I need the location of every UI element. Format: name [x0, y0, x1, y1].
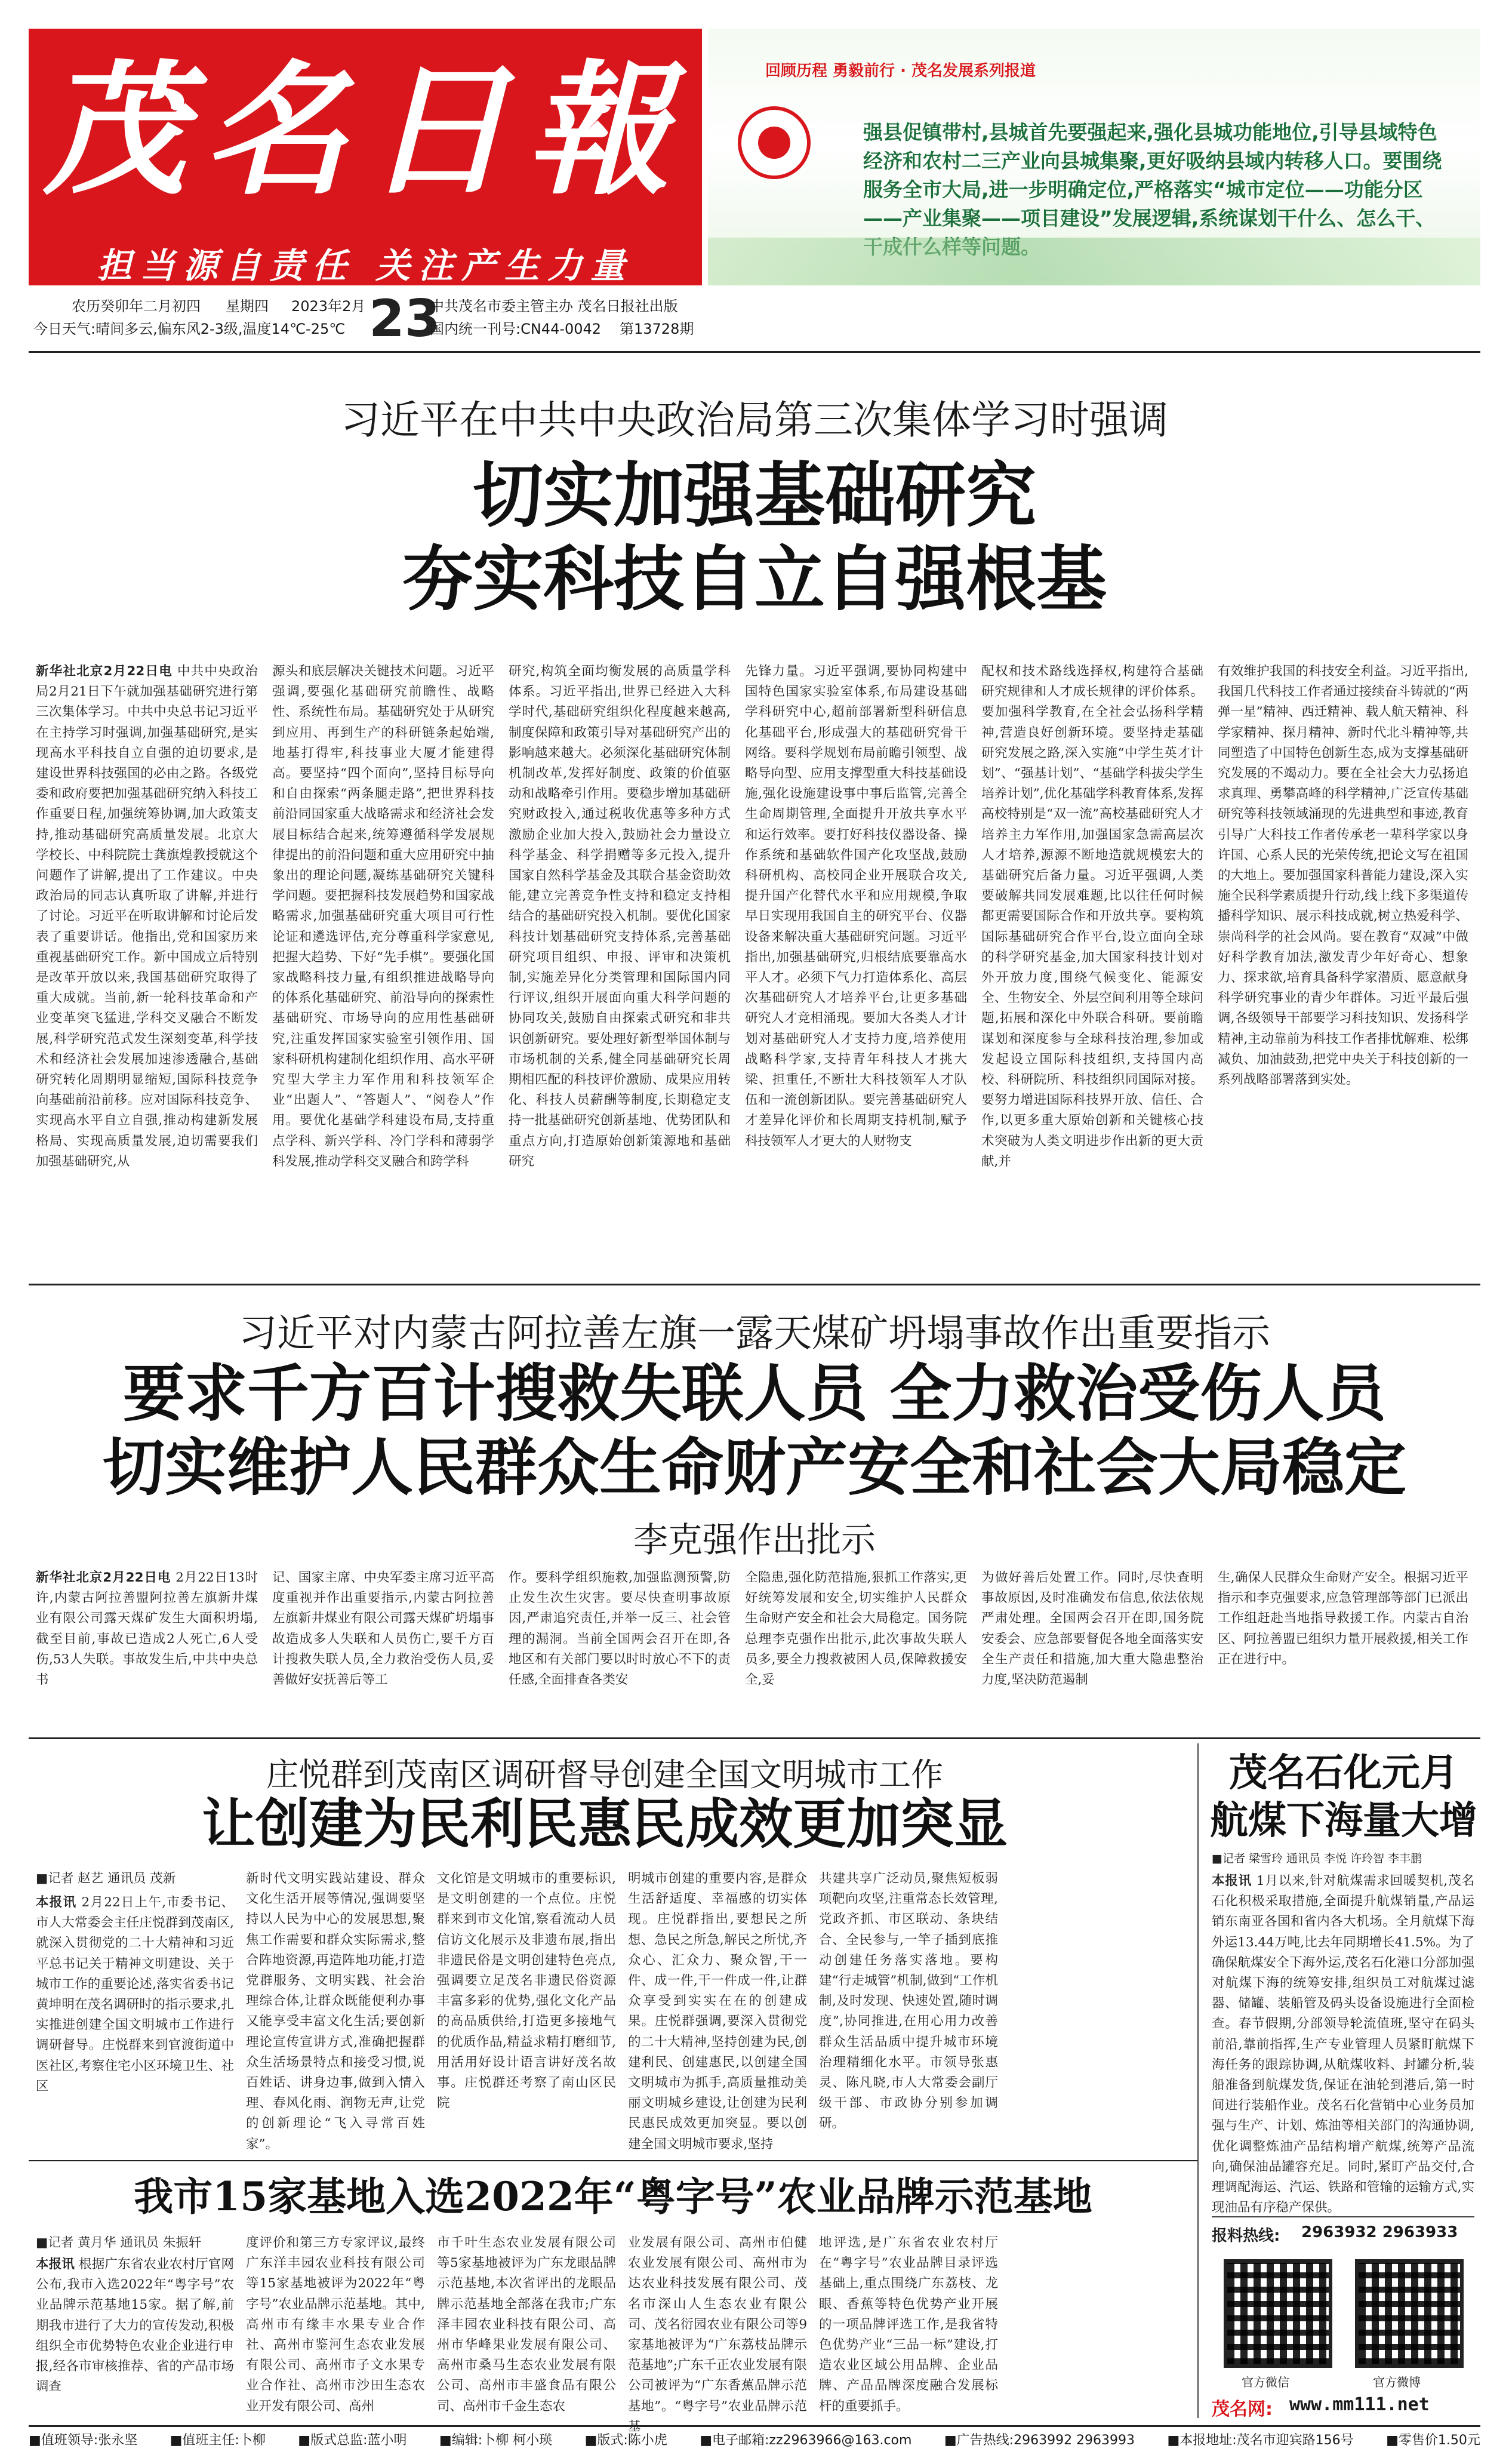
- article2-lead: 新华社北京2月22日电: [36, 1570, 171, 1585]
- article2-column-6: 生,确保人民群众生命财产安全。根据习近平指示和李克强要求,应急管理部等部门已派出工作组赶赴当地指导救援工作。内蒙古自治区、阿拉善盟已组织力量开展救援,相关工作正在进行中。: [1218, 1570, 1468, 1667]
- side-article-lead: 本报讯: [1212, 1874, 1252, 1888]
- weather: 今日天气:晴间多云,偏东风2-3级,温度14℃-25℃: [33, 321, 346, 337]
- hotline-numbers: 2963932 2963933: [1301, 2223, 1458, 2241]
- banner-tag: 回顾历程 勇毅前行 · 茂名发展系列报道: [765, 62, 1036, 80]
- leaf-decoration: [708, 238, 1480, 285]
- footer-item: ■值班领导:张永坚: [29, 2433, 138, 2448]
- weekday: 星期四: [226, 298, 269, 315]
- article1-column-5: 配权和技术路线选择权,构建符合基础研究规律和人才成长规律的评价体系。要加强科学教育,在全社会弘扬科学精神,营造良好创新环境。要坚持走基础研究发展之路,深入实施“中学生英才计划”、“强基计划”、“基础学科拔尖学生培养计划”,优化基础学科教育体系,发挥高校特别是“双一流”高校基础研究人才培养主力军作用,加强国家急需高层次人才培养,源源不断地造就规模宏大的基础研究后备力量。习近平强调,人类要破解共同发展难题,比以往任何时候都更需要国际合作和开放共享。要构筑国际基础研究合作平台,设立面向全球的科学研究基金,加大国家科技计划对外开放力度,围绕气候变化、能源安全、生物安全、外层空间利用等全球问题,拓展和深化中外联合科研。要前瞻谋划和深度参与全球科技治理,参加或发起设立国际科技组织,支持国内高校、科研院所、科技组织同国际对接。要努力增进国际科技界开放、信任、合作,以更多重大原始创新和关键核心技术突破为人类文明进步作出新的更大贡献,并: [981, 664, 1203, 1169]
- weibo-label: 官方微博: [1373, 2375, 1421, 2389]
- section-divider: [29, 1737, 1480, 1739]
- side-article-byline: ■记者 梁雪玲 通讯员 李悦 许玲智 李丰鹏: [1212, 1852, 1422, 1865]
- footer-item: ■版式:陈小虎: [584, 2433, 667, 2448]
- lunar-date: 农历癸卯年二月初四: [72, 298, 201, 315]
- article1-column-2: 源头和底层解决关键技术问题。习近平强调,要强化基础研究前瞻性、战略性、系统性布局。基础研究处于从研究到应用、再到生产的科研链条起始端,地基打得牢,科技事业大厦才能建得高。要坚持“四个面向”,坚持目标导向和自由探索“两条腿走路”,把世界科技前沿同国家重大战略需求和经济社会发展目标结合起来,统筹遵循科学发展规律提出的前沿问题和重大应用研究中抽象出的理论问题,凝练基础研究关键科学问题。要把握科技发展趋势和国家战略需求,加强基础研究重大项目可行性论证和遴选评估,充分尊重科学家意见,把握大趋势、下好“先手棋”。要强化国家战略科技力量,有组织推进战略导向的体系化基础研究、前沿导向的探索性基础研究、市场导向的应用性基础研究,注重发挥国家实验室引领作用、国家科研机构建制化组织作用、高水平研究型大学主力军作用和科技领军企业“出题人”、“答题人”、“阅卷人”作用。要优化基础学科建设布局,支持重点学科、新兴学科、冷门学科和薄弱学科发展,推动学科交叉融合和跨学科: [272, 664, 494, 1169]
- article3-column-1: 本报讯 2月22日上午,市委书记、市人大常委会主任庄悦群到茂南区,就深入贯彻党的二十大精神和习近平总书记关于精神文明建设、关于城市工作的重要论述,落实省委书记黄坤明在茂名调研时的指示要求,扎实推进创建全国文明城市工作进行调研督导。庄悦群来到官渡街道中医社区,考察住宅小区环境卫生、社区: [36, 1895, 234, 2094]
- article4-column-5: 地评选,是广东省农业农村厅在“粤字号”农业品牌目录评选基础上,重点围绕广东荔枝、龙眼、香蕉等特色优势产业开展的一项品牌评选工作,是我省特色优势产业“三品一标”建设,打造农业区域公用品牌、企业品牌、产品品牌深度融合发展标杆的重要抓手。: [819, 2235, 998, 2414]
- site-url[interactable]: www.mm111.net: [1289, 2394, 1430, 2415]
- article3-kicker: 庄悦群到茂南区调研督导创建全国文明城市工作: [266, 1756, 943, 1794]
- article4-byline: ■记者 黄月华 通讯员 朱振轩: [36, 2235, 202, 2250]
- article3-lead: 本报讯: [36, 1895, 77, 1910]
- article3-column-4: 明城市创建的重要内容,是群众生活舒适度、幸福感的切实体现。庄悦群指出,要想民之所想、急民之所急,解民之所忧,齐众心、汇众力、聚众智,干一件、成一件,干一件成一件,让群众享受到实实在在的创建成果。庄悦群强调,要深入贯彻党的二十大精神,坚持创建为民,创建利民、创建惠民,以创建全国文明城市为抓手,高质量推动美丽文明城乡建设,让创建为民利民惠民成效更加突显。要以创建全国文明城市要求,坚持: [628, 1871, 807, 2152]
- footer-item: ■值班主任:卜柳: [170, 2433, 266, 2448]
- qr-code-icon[interactable]: [1224, 2259, 1332, 2368]
- article1-kicker: 习近平在中共中央政治局第三次集体学习时强调: [341, 397, 1168, 443]
- article2-column-4: 全隐患,强化防范措施,狠抓工作落实,更好统筹发展和安全,切实维护人民群众生命财产安全和社会大局稳定。国务院总理李克强作出批示,此次事故失联人员多,要全力搜救被困人员,保障救援安全,妥: [745, 1570, 967, 1688]
- article4-column-1: 本报讯 根据广东省农业农村厅官网公布,我市入选2022年“粤字号”农业品牌示范基地15家。据了解,前期我市进行了大力的宣传发动,积极组织全市优势特色农业企业进行申报,经各市审核推荐、省的产品市场调查: [36, 2257, 234, 2395]
- hotline-label: 报料热线:: [1212, 2227, 1280, 2245]
- newspaper-logo: 茂名日報: [43, 46, 688, 214]
- footer-item: ■广告热线:2963992 2963993: [944, 2433, 1135, 2448]
- footer-email[interactable]: ■电子邮箱:zz2963966@163.com: [700, 2433, 912, 2448]
- qr-code-icon[interactable]: [1355, 2259, 1464, 2368]
- section-divider: [29, 2160, 1197, 2161]
- article2-subtitle: 李克强作出批示: [633, 1519, 876, 1560]
- article1-title-line1: 切实加强基础研究: [472, 454, 1036, 537]
- side-article-body: 本报讯 1月以来,针对航煤需求回暖契机,茂名石化积极采取措施,全面提升航煤销量,产品运销东南亚各国和省内各大机场。全月航煤下海外运13.44万吨,比去年同期增长41.5%。为了确保航煤安全下海外运,茂名石化港口分部加强对航煤下海的统筹安排,组织员工对航煤过滤器、储罐、装船管及码头设备设施进行全面检查。春节假期,分部领导轮流值班,坚守在码头前沿,靠前指挥,生产专业管理人员紧盯航煤下海任务的跟踪协调,从航煤收料、封罐分析,装船准备到航煤发货,保证在油轮到港后,第一时间进行装船作业。茂名石化营销中心业务员加强与生产、计划、炼油等相关部门的沟通协调,优化调整炼油产品结构增产航煤,统筹产品流向,确保油品罐容充足。同时,紧盯产品交付,合理调配海运、汽运、铁路和管输的运输方式,实现油品有序稳产保供。: [1212, 1874, 1474, 2216]
- article4-title: 我市15家基地入选2022年“粤字号”农业品牌示范基地: [134, 2173, 1092, 2220]
- article3-byline: ■记者 赵艺 通讯员 茂新: [36, 1871, 176, 1886]
- article4-column-3: 市千叶生态农业发展有限公司等5家基地被评为广东龙眼品牌示范基地,本次省评出的龙眼品牌示范基地全部落在我市;广东泽丰园农业科技有限公司、高州市华峰果业发展有限公司、高州市桑马生态农业发展有限公司、高州市丰盛食品有限公司、高州市千金生态农: [437, 2235, 616, 2414]
- banner-text: 强县促镇带村,县城首先要强起来,强化县城功能地位,引导县域特色经济和农村二三产业向县城集聚,更好吸纳县域内转移人口。要围绕服务全市大局,进一步明确定位,严格落实“城市定位——功能分区——产业集聚——项目建设”发展逻辑,系统谋划干什么、怎么干、: [863, 121, 1442, 230]
- article3-column-2: 新时代文明实践站建设、群众文化生活开展等情况,强调要坚持以人民为中心的发展思想,聚焦工作需要和群众实际需求,整合阵地资源,再造阵地功能,打造党群服务、文明实践、社会治理综合体,让群众既能便利办事又能享受丰富文化生活;要创新理论宣传宣讲方式,准确把握群众生活场景特点和接受习惯,说百姓话、讲身边事,做到入情入理、春风化雨、润物无声,让党的创新理论“飞入寻常百姓家”。: [246, 1871, 425, 2152]
- footer-item: ■版式总监:蓝小明: [298, 2433, 407, 2448]
- article3-column-6: [1010, 1869, 1189, 2155]
- issue-info-bar: [29, 291, 1480, 353]
- article2-column-3: 作。要科学组织施救,加强监测预警,防止发生次生灾害。要尽快查明事故原因,严肃追究责任,并举一反三、社会管理的漏洞。当前全国两会召开在即,各地区和有关部门要以时时放心不下的责任感,全面排查各类安: [509, 1570, 731, 1688]
- masthead-slogan: 担当源自责任 关注产生力量: [97, 245, 634, 286]
- publisher: 中共茂名市委主管主办 茂名日报社出版: [430, 298, 678, 315]
- article2-column-5: 为做好善后处置工作。同时,尽快查明事故原因,及时准确发布信息,依法依规严肃处理。全国两会召开在即,国务院安委会、应急部要督促各地全面落实安全生产责任和措施,加大重大隐患整治力度,坚决防范遏制: [981, 1570, 1203, 1688]
- footer-item: ■本报地址:茂名市迎宾路156号: [1167, 2433, 1354, 2448]
- wechat-label: 官方微信: [1242, 2375, 1289, 2389]
- seal-icon: [738, 106, 811, 179]
- article2-title-line1: 要求千方百计搜救失联人员 全力救治受伤人员: [122, 1356, 1387, 1430]
- article1-lead: 新华社北京2月22日电: [36, 664, 173, 679]
- article1-title-line2: 夯实科技自立自强根基: [402, 537, 1107, 620]
- footer-item: ■零售价1.50元: [1386, 2433, 1480, 2448]
- article1-column-1: 新华社北京2月22日电 中共中央政治局2月21日下午就加强基础研究进行第三次集体学习。中共中央总书记习近平在主持学习时强调,加强基础研究,是实现高水平科技自立自强的迫切要求,是建设世界科技强国的必由之路。各级党委和政府要把加强基础研究纳入科技工作重要日程,加强统筹协调,加大政策支持,推动基础研究高质量发展。北京大学校长、中科院院士龚旗煌教授就这个问题作了讲解,提出了工作建议。中央政治局的同志认真听取了讲解,并进行了讨论。习近平在听取讲解和讨论后发表了重要讲话。他指出,党和国家历来重视基础研究工作。新中国成立后特别是改革开放以来,我国基础研究取得了重大成就。当前,新一轮科技革命和产业变革突飞猛进,学科交叉融合不断发展,科学研究范式发生深刻变革,科学技术和经济社会发展加速渗透融合,基础研究转化周期明显缩短,国际科技竞争向基础前沿前移。应对国际科技竞争、实现高水平自立自强,推动构建新发展格局、实现高质量发展,迫切需要我们加强基础研究,从: [36, 664, 258, 1169]
- day-number: 23: [369, 289, 441, 349]
- article1-column-6: 有效维护我国的科技安全利益。习近平指出,我国几代科技工作者通过接续奋斗铸就的“两弹一星”精神、西迁精神、载人航天精神、科学家精神、探月精神、新时代北斗精神等,共同塑造了中国特色创新生态,成为支撑基础研究发展的不竭动力。要在全社会大力弘扬追求真理、勇攀高峰的科学精神,广泛宣传基础研究等科技领域涌现的先进典型和事迹,教育引导广大科技工作者传承老一辈科学家以身许国、心系人民的光荣传统,把论文写在祖国的大地上。要加强国家科普能力建设,深入实施全民科学素质提升行动,线上线下多渠道传播科学知识、展示科技成就,树立热爱科学、崇尚科学的社会风尚。要在教育“双减”中做好科学教育加法,激发青少年好奇心、想象力、探求欲,培育具备科学家潜质、愿意献身科学研究事业的青少年群体。习近平最后强调,各级领导干部要学习科技知识、发扬科学精神,主动靠前为科技工作者排忧解难、松绑减负、加油鼓劲,把党中央关于科技创新的一系列战略部署落到实处。: [1218, 664, 1468, 1088]
- issn: 国内统一刊号:CN44-0042: [430, 321, 602, 337]
- article1-column-3: 研究,构筑全面均衡发展的高质量学科体系。习近平指出,世界已经进入大科学时代,基础研究组织化程度越来越高,制度保障和政策引导对基础研究产出的影响越来越大。必须深化基础研究体制机制改革,发挥好制度、政策的价值驱动和战略牵引作用。要稳步增加基础研究财政投入,通过税收优惠等多种方式激励企业加大投入,鼓励社会力量设立科学基金、科学捐赠等多元投入,提升国家自然科学基金及其联合基金资助效能,建立完善竞争性支持和稳定支持相结合的基础研究投入机制。要优化国家科技计划基础研究支持体系,完善基础研究项目组织、申报、评审和决策机制,实施差异化分类管理和国际国内同行评议,组织开展面向重大科学问题的协同攻关,鼓励自由探索式研究和非共识创新研究。要处理好新型举国体制与市场机制的关系,健全同基础研究长周期相匹配的科技评价激励、成果应用转化、科技人员薪酬等制度,长期稳定支持一批基础研究创新基地、优势团队和重点方向,打造原始创新策源地和基础研究: [509, 664, 731, 1169]
- month: 2023年2月: [291, 298, 366, 315]
- column-divider: [1197, 1743, 1199, 2418]
- article3-title: 让创建为民利民惠民成效更加突显: [202, 1792, 1008, 1856]
- masthead-logo: [29, 29, 702, 285]
- side-article-title-line2: 航煤下海量大增: [1210, 1798, 1477, 1843]
- hotline-box: [1212, 2216, 1474, 2420]
- article2-column-2: 记、国家主席、中央军委主席习近平高度重视并作出重要指示,内蒙古阿拉善左旗新井煤业有限公司露天煤矿坍塌事故造成多人失联和人员伤亡,要千方百计搜救失联人员,全力救治受伤人员,妥善做好安抚善后等工: [272, 1570, 494, 1688]
- issue-number: 第13728期: [620, 321, 694, 337]
- article3-column-5: 共建共享广泛动员,聚焦短板弱项靶向攻坚,注重常态长效管理,党政齐抓、市区联动、条块结合、全民参与,一竿子插到底推动创建任务落实落地。要构建“行走城管”机制,做到“工作机制,及时发现、快速处置,随时调度”,协同推进,在用心用力改善群众生活品质中提升城市环境治理精细化水平。市领导张惠灵、陈凡晓,市人大常委会副厅级干部、市政协分别参加调研。: [819, 1871, 998, 2131]
- article3-column-3: 文化馆是文明城市的重要标识,是文明创建的一个点位。庄悦群来到市文化馆,察看流动人员信访文化展示及非遗布展,指出非遗民俗是文明创建特色亮点,强调要立足茂名非遗民俗资源丰富多彩的优势,强化文化产品的高品质供给,打造更多接地气的优质作品,精益求精打磨细节,用活用好设计语言讲好茂名故事。庄悦群还考察了南山区民院: [437, 1871, 616, 2111]
- article2-column-1: 新华社北京2月22日电 2月22日13时许,内蒙古阿拉善盟阿拉善左旗新井煤业有限公司露天煤矿发生大面积坍塌,截至目前,事故已造成2人死亡,6人受伤,53人失联。事故发生后,中共中央总书: [36, 1570, 258, 1688]
- article2-title-line2: 切实维护人民群众生命财产安全和社会大局稳定: [102, 1431, 1406, 1504]
- article4-lead: 本报讯: [36, 2257, 75, 2272]
- article1-column-4: 先锋力量。习近平强调,要协同构建中国特色国家实验室体系,布局建设基础学科研究中心,超前部署新型科研信息化基础平台,形成强大的基础研究骨干网络。要科学规划布局前瞻引领型、战略导向型、应用支撑型重大科技基础设施,强化设施建设事中事后监管,完善全生命周期管理,全面提升开放共享水平和运行效率。要打好科技仪器设备、操作系统和基础软件国产化攻坚战,鼓励科研机构、高校同企业开展联合攻关,提升国产化替代水平和应用规模,争取早日实现用我国自主的研究平台、仪器设备来解决重大基础研究问题。习近平指出,加强基础研究,归根结底要靠高水平人才。必须下气力打造体系化、高层次基础研究人才培养平台,让更多基础研究人才竞相涌现。要加大各类人才计划对基础研究人才支持力度,培养使用战略科学家,支持青年科技人才挑大梁、担重任,不断壮大科技领军人才队伍和一流创新团队。要完善基础研究人才差异化评价和长周期支持机制,赋予科技领军人才更大的人财物支: [745, 664, 967, 1149]
- site-label: 茂名网:: [1212, 2399, 1273, 2420]
- article4-column-2: 度评价和第三方专家评议,最终广东洋丰园农业科技有限公司等15家基地被评为2022年“粤字号”农业品牌示范基地。其中,高州市有缘丰水果专业合作社、高州市鉴河生态农业发展有限公司、高州市子文水果专业合作社、高州市沙田生态农业开发有限公司、高州: [246, 2235, 425, 2414]
- banner-ad: [708, 29, 1480, 285]
- section-divider: [29, 1284, 1480, 1285]
- article4-column-4: 业发展有限公司、高州市伯健农业发展有限公司、高州市为达农业科技发展有限公司、茂名市深山人生态农业有限公司、茂名衍园农业有限公司等9家基地被评为“广东荔枝品牌示范基地”;广东千正农业发展有限公司被评为“广东香蕉品牌示范基地”。“粤字号”农业品牌示范基: [628, 2235, 807, 2434]
- footer-item: ■编辑:卜柳 柯小瑛: [439, 2433, 553, 2448]
- side-article-title-line1: 茂名石化元月: [1229, 1751, 1458, 1795]
- article2-kicker: 习近平对内蒙古阿拉善左旗一露天煤矿坍塌事故作出重要指示: [239, 1312, 1270, 1356]
- footer-bar: [29, 2425, 1480, 2454]
